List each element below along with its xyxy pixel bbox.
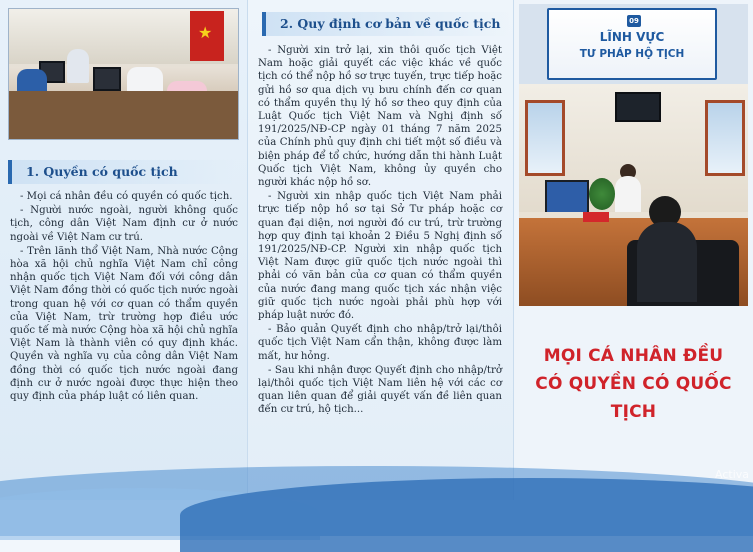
left-body-text [10,190,238,404]
paragraph: - Người xin nhập quốc tịch Việt Nam phải trực tiếp nộp hồ sơ tại Sở Tư pháp hoặc cơ quan đại diện, nơi người đó cư trú, trừ trường hợp quy định tại khoản 2 Điều 5 Nghị định số 191/2025/NĐ-CP. Người xin nhập quốc tịch Việt Nam được giữ quốc tịch nước ngoài thì phải có văn bản của cơ quan có thẩm quyền của nước đang mang quốc tịch xác nhận việc giữ quốc tịch nước ngoài phải phù hợp với pháp luật nước đó. [258,191,502,322]
photo-window [705,100,745,176]
photo-visitor [637,222,697,302]
paragraph: - Người xin trở lại, xin thôi quốc tịch Việt Nam hoặc giải quyết các việc khác về quốc tịch có thể nộp hồ sơ trực tuyến, trực tiếp hoặc gửi hồ sơ qua dịch vụ bưu chính đến cơ quan có thẩm quyền thụ lý hồ sơ theo quy định của Luật Quốc tịch Việt Nam và Nghị định số 191/2025/NĐ-CP ngày 01 tháng 7 năm 2025 của Chính phủ quy định chi tiết một số điều và biện pháp để tổ chức, hướng dẫn thi hành Luật Quốc tịch Việt Nam, không ủy quyền cho người khác nộp hồ sơ. [258,45,502,189]
paragraph: - Sau khi nhận được Quyết định cho nhập/trở lại/thôi quốc tịch Việt Nam liên hệ với các cơ quan liên quan để giải quyết vấn đề liên quan đến cư trú, hộ tịch... [258,364,502,416]
section-heading-right-to-nationality: 1. Quyền có quốc tịch [8,160,236,184]
photo-staff [615,176,641,216]
watermark-line: Activa [715,468,749,481]
slogan [519,328,748,420]
photo-monitor [93,67,121,91]
photo-tv [615,92,661,122]
paragraph: - Người nước ngoài, người không quốc tịch, công dân Việt Nam định cư ở nước ngoài về Việt Nam cư trú. [10,205,238,243]
photo-plant [589,178,615,210]
photo-desk [9,91,238,139]
slogan-line: MỌI CÁ NHÂN ĐỀU [543,346,724,366]
left-panel [0,0,247,500]
office-photo [8,8,239,140]
slogan-line: CÓ QUYỀN CÓ QUỐC TỊCH [535,374,732,422]
sign-title: LĨNH VỰC [599,30,665,44]
activation-watermark [715,468,749,481]
photo-window [525,100,565,176]
photo-person [67,49,89,83]
middle-body-text [258,44,502,418]
flag-image [190,11,224,61]
service-counter-photo [519,4,748,306]
paragraph: - Trên lãnh thổ Việt Nam, Nhà nước Cộng hòa xã hội chủ nghĩa Việt Nam chỉ công nhận quốc tịch Việt Nam đối với công dân Việt Nam đồng thời có quốc tịch nước ngoài trong quan hệ với cơ quan có thẩm quyền của Việt Nam, trừ trường hợp điều ước quốc tế mà nước Cộng hòa xã hội chủ nghĩa Việt Nam là thành viên có quy định khác. Quyền và nghĩa vụ của công dân Việt Nam đồng thời có quốc tịch nước ngoài đang định cư ở nước ngoài được thực hiện theo quy định của pháp luật có liên quan. [10,245,238,403]
paragraph: - Mọi cá nhân đều có quyền có quốc tịch. [20,191,233,202]
photo-nameplate [583,212,609,222]
section-heading-basic-regulations: 2. Quy định cơ bản về quốc tịch [262,12,510,36]
photo-monitor [545,180,589,214]
paragraph: - Bảo quản Quyết định cho nhập/trở lại/thôi quốc tịch Việt Nam cẩn thận, không được làm mất, hư hỏng. [258,324,502,362]
counter-sign [547,8,717,80]
sign-badge: 09 [627,15,641,27]
sign-subtitle: TƯ PHÁP HỘ TỊCH [579,48,685,60]
